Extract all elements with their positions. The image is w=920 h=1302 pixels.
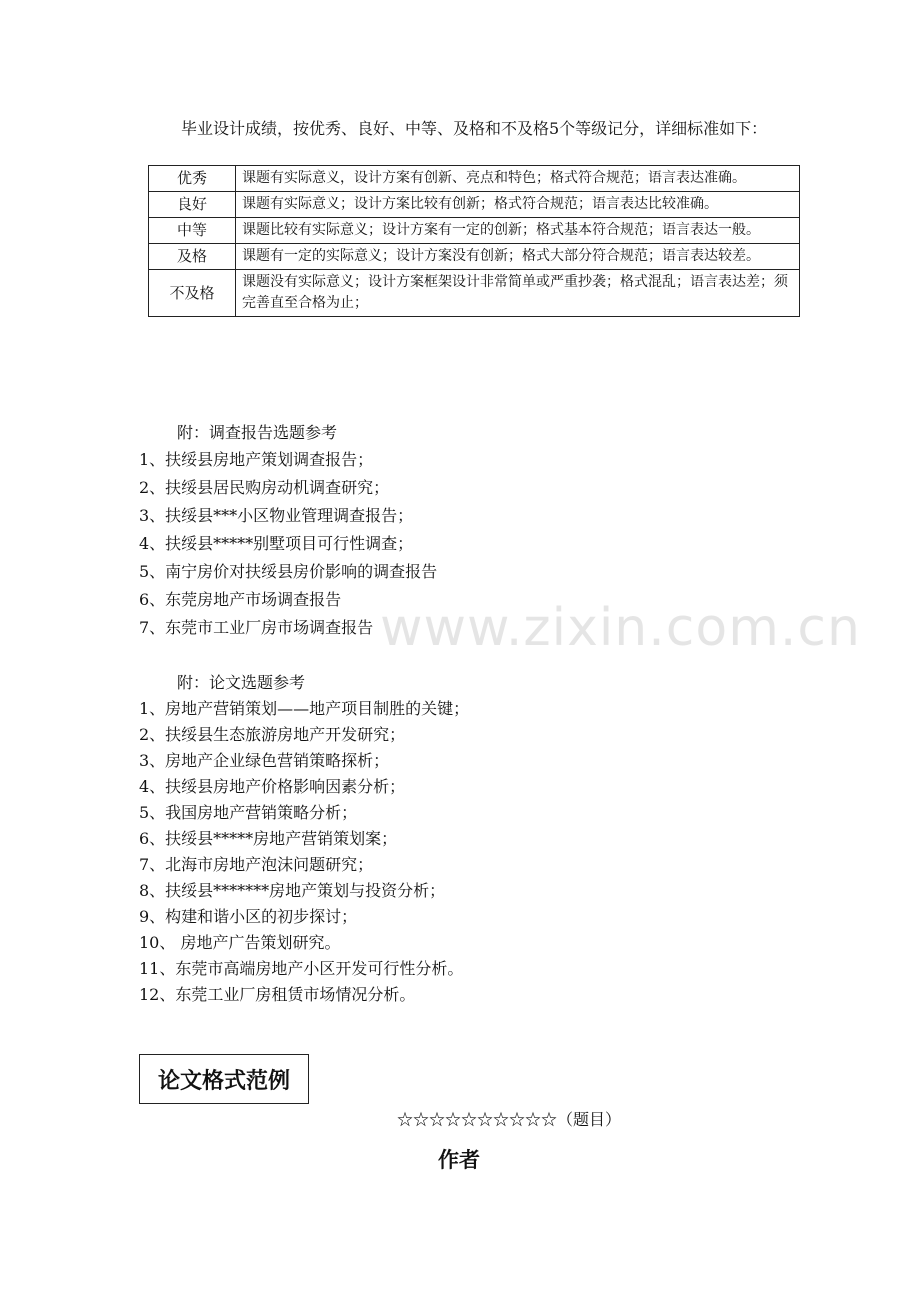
grade-level: 中等 [149, 218, 236, 244]
table-row [149, 166, 800, 192]
grade-description: 课题没有实际意义；设计方案框架设计非常简单或严重抄袭；格式混乱；语言表达差；须完善直至合格为止； [236, 270, 800, 317]
table-row [149, 192, 800, 218]
table-row [149, 270, 800, 317]
grade-level: 不及格 [149, 270, 236, 317]
grade-description: 课题比较有实际意义；设计方案有一定的创新；格式基本符合规范；语言表达一般。 [236, 218, 800, 244]
grade-description: 课题有实际意义；设计方案比较有创新；格式符合规范；语言表达比较准确。 [236, 192, 800, 218]
list-item: 6、扶绥县*****房地产营销策划案； [139, 829, 398, 848]
thesis-topics-section [139, 670, 839, 1008]
list-item: 5、南宁房价对扶绥县房价影响的调查报告 [139, 562, 438, 581]
grade-description: 课题有实际意义，设计方案有创新、亮点和特色；格式符合规范；语言表达准确。 [236, 166, 800, 192]
grade-level: 良好 [149, 192, 236, 218]
intro-paragraph [139, 115, 779, 142]
survey-topics-section [139, 420, 839, 642]
list-item: 3、房地产企业绿色营销策略探析； [139, 751, 390, 770]
list-item: 1、扶绥县房地产策划调查报告； [139, 450, 374, 469]
list-item: 5、我国房地产营销策略分析； [139, 803, 358, 822]
list-item: 4、扶绥县*****别墅项目可行性调查； [139, 534, 414, 553]
list-item: 3、扶绥县***小区物业管理调查报告； [139, 506, 414, 525]
thesis-topics-heading: 附：论文选题参考 [177, 673, 306, 692]
list-item: 11、东莞市高端房地产小区开发可行性分析。 [139, 959, 464, 978]
grade-level: 及格 [149, 244, 236, 270]
table-row [149, 244, 800, 270]
list-item: 6、东莞房地产市场调查报告 [139, 590, 342, 609]
grade-description: 课题有一定的实际意义；设计方案没有创新；格式大部分符合规范；语言表达较差。 [236, 244, 800, 270]
list-item: 1、房地产营销策划——地产项目制胜的关键； [139, 699, 470, 718]
list-item: 4、扶绥县房地产价格影响因素分析； [139, 777, 406, 796]
format-example-label: 论文格式范例 [139, 1054, 309, 1104]
grade-level: 优秀 [149, 166, 236, 192]
watermark: www.zixin.com.cn [380, 598, 861, 658]
list-item: 10、 房地产广告策划研究。 [139, 933, 341, 952]
table-row [149, 218, 800, 244]
list-item: 7、东莞市工业厂房市场调查报告 [139, 618, 374, 637]
list-item: 7、北海市房地产泡沫问题研究； [139, 855, 374, 874]
list-item: 9、构建和谐小区的初步探讨； [139, 907, 358, 926]
list-item: 2、扶绥县生态旅游房地产开发研究； [139, 725, 406, 744]
list-item: 12、东莞工业厂房租赁市场情况分析。 [139, 985, 416, 1004]
author-label: 作者 [438, 1148, 480, 1172]
intro-text: 毕业设计成绩，按优秀、良好、中等、及格和不及格5个等级记分，详细标准如下： [181, 119, 768, 138]
grading-table [148, 165, 800, 317]
list-item: 2、扶绥县居民购房动机调查研究； [139, 478, 390, 497]
list-item: 8、扶绥县*******房地产策划与投资分析； [139, 881, 446, 900]
title-placeholder: ☆☆☆☆☆☆☆☆☆☆（题目） [397, 1110, 622, 1129]
survey-topics-heading: 附：调查报告选题参考 [177, 423, 338, 442]
